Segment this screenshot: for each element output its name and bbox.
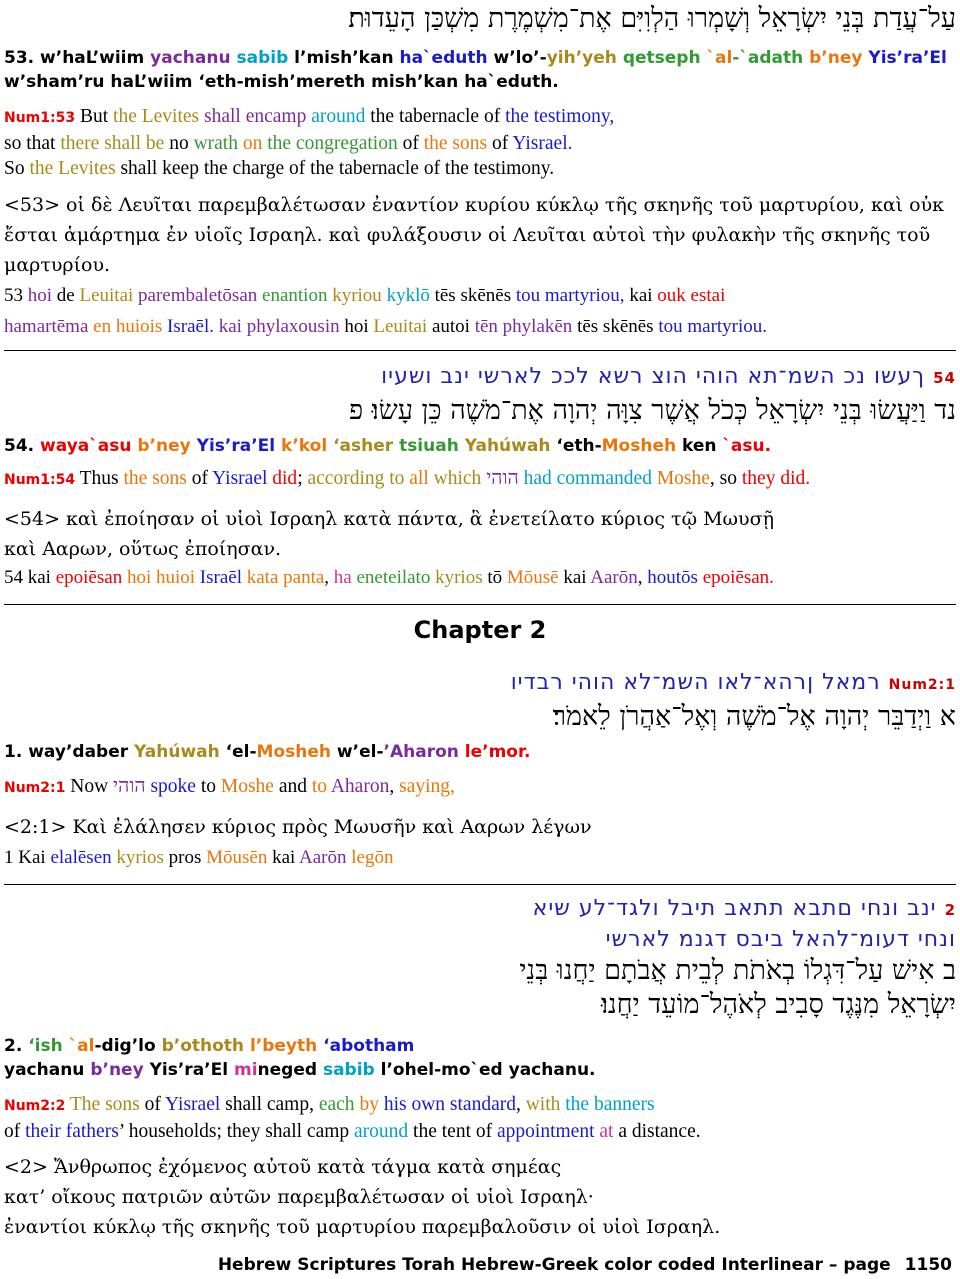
greek-v2-2-line2: κατ’ οἴκους πατριῶν αὐτῶν παρεμβαλέτωσαν οἱ υἱοὶ Ισραηλ·: [4, 1186, 594, 1208]
word-run: legōn: [351, 847, 394, 868]
english-v53: [4, 104, 956, 181]
word-run: there shall be: [60, 133, 170, 154]
word-run: l’mish’kan: [294, 48, 400, 68]
word-run: ,: [324, 567, 334, 588]
word-run: ’ households; they shall camp: [118, 1121, 355, 1142]
word-run: and: [278, 776, 312, 797]
word-run: 2.: [4, 1036, 29, 1056]
word-run: the sons: [123, 468, 192, 489]
word-run: -`adath: [732, 48, 810, 68]
greek-v53-line1: <53> οἱ δὲ Λευῖται παρεμβαλέτωσαν ἐναντίον κυρίου κύκλῳ τῆς σκηνῆς τοῦ μαρτυρίου, καὶ οὐκ: [4, 194, 945, 216]
word-run: epoiēsan.: [702, 567, 774, 588]
word-run: kai: [272, 847, 300, 868]
word-run: 54.: [4, 436, 41, 456]
paleo-hebrew-v2-1: [4, 668, 956, 700]
word-run: 54 kai: [4, 567, 56, 588]
word-run: ‘ish: [28, 1036, 69, 1056]
word-run: the Levites: [29, 158, 121, 179]
word-run: Yisrael: [212, 468, 273, 489]
paleo-v54-text: ךעשו נכ השמ־תא הוהי הוצ רשא לככ לארשי ינב ושעיו: [381, 364, 926, 389]
word-run: kyrios: [435, 567, 488, 588]
word-run: kyriou: [332, 285, 387, 306]
transliteration-v2-1: [4, 740, 956, 764]
word-run: b’ney: [137, 436, 197, 456]
english-v2-1-line: [65, 776, 455, 797]
greek-v2-2-line1: <2> Ἄνθρωπος ἐχόμενος αὐτοῦ κατὰ τάγμα κατὰ σημέας: [4, 1156, 562, 1178]
english-v2-2-line2: [4, 1119, 956, 1144]
word-run: Yisrael.: [512, 133, 573, 154]
greek-v2-2: [4, 1152, 956, 1242]
greek-v53: [4, 190, 956, 280]
word-run: Mosheh: [256, 742, 337, 762]
paleo-v2-2-line1: ינב ונחי םתבא תתאב תיבל ולגד־לע שיא: [532, 896, 937, 921]
word-run: הוהי: [486, 468, 524, 489]
word-run: shall encamp: [204, 106, 312, 127]
greek-v2-2-line3: ἐναντίοι κύκλῳ τῆς σκηνῆς τοῦ μαρτυρίου παρεμβαλοῦσιν οἱ υἱοὶ Ισραηλ.: [4, 1216, 721, 1238]
word-run: of: [191, 468, 213, 489]
word-run: autoi: [431, 316, 475, 337]
word-run: around: [354, 1121, 414, 1142]
word-run: Now: [65, 776, 114, 797]
word-run: eneteilato: [356, 567, 436, 588]
word-run: ,: [389, 776, 400, 797]
word-run: b’othoth: [161, 1036, 250, 1056]
word-run: no: [169, 133, 194, 154]
word-run: הוהי: [113, 776, 151, 797]
word-run: kai: [563, 567, 591, 588]
word-run: qetseph: [622, 48, 707, 68]
transliteration-v54: [4, 434, 956, 458]
word-run: huiois: [115, 316, 168, 337]
word-run: But: [75, 106, 114, 127]
word-run: Yis’ra’El: [149, 1060, 234, 1080]
word-run: hoi: [344, 316, 374, 337]
word-run: The sons: [69, 1094, 145, 1115]
verse-ref-num1-54: Num1:54: [4, 472, 76, 488]
word-run: kyklō: [386, 285, 435, 306]
word-run: elalēsen: [50, 847, 117, 868]
word-run: kai: [629, 285, 658, 306]
verse-number-54: 54: [933, 369, 956, 387]
greek-v53-line3: μαρτυρίου.: [4, 254, 111, 276]
word-run: Mōusē: [506, 567, 564, 588]
word-run: of: [491, 133, 513, 154]
word-run: `al: [706, 48, 733, 68]
word-run: Leuitai: [373, 316, 432, 337]
paleo-v2-2-line2: ונחי דעומ־להאל ביבס דגנמ לארשי: [605, 927, 956, 952]
word-run: their fathers: [25, 1121, 119, 1142]
greek-translit-v53-line1: [4, 280, 956, 311]
verse-ref-num2-1: Num2:1: [4, 780, 66, 796]
word-run: tou martyriou,: [515, 285, 630, 306]
hebrew-v54: נד וַיַּעֲשׂוּ בְּנֵי יִשְׂרָאֵל כְּכֹל אֲשֶׁר צִוָּה יְהוָה אֶת־מֹשֶׁה כֵּן עָשׂוּ׃ פ: [348, 395, 956, 426]
word-run: w’sham’ru haL’wiim ‘eth-mish’mereth mish’kan ha`eduth.: [4, 72, 559, 92]
word-run: appointment: [497, 1121, 600, 1142]
word-run: Aarōn: [590, 567, 638, 588]
word-run: Mosheh: [601, 436, 683, 456]
page-number: 1150: [904, 1255, 952, 1275]
word-run: of: [475, 1121, 497, 1142]
word-run: b’ney: [809, 48, 869, 68]
word-run: Moshe: [656, 468, 710, 489]
hebrew-v2-2: [4, 954, 956, 1022]
english-v53-line2: [4, 131, 956, 156]
word-run: the Levites: [113, 106, 204, 127]
paleo-v2-1-text: רמאל ןרהא־לאו השמ־לא הוהי רבדיו: [510, 670, 881, 695]
word-run: , so: [709, 468, 742, 489]
word-run: of: [144, 1094, 166, 1115]
word-run: at: [599, 1121, 619, 1142]
word-run: 1. way’daber: [4, 742, 135, 762]
word-run: his own standard: [383, 1094, 516, 1115]
word-run: of: [483, 106, 506, 127]
hebrew-v2-2-line2: יִשְׂרָאֵל מִנֶּגֶד סָבִיב לְאֹהֶל־מוֹעֵד יַחֲנוּ׃: [600, 989, 956, 1020]
word-run: sabib: [236, 48, 295, 68]
transliteration-v2-2: [4, 1034, 956, 1082]
word-run: yachanu: [4, 1060, 91, 1080]
word-run: epoiēsan: [55, 567, 127, 588]
word-run: Leuitai: [79, 285, 139, 306]
verse-ref-num1-53: Num1:53: [4, 110, 76, 126]
word-run: ‘abotham: [323, 1036, 415, 1056]
word-run: mi: [233, 1060, 258, 1080]
word-run: neged: [257, 1060, 323, 1080]
word-run: tēs skēnēs: [577, 316, 659, 337]
word-run: Israēl.: [167, 316, 219, 337]
word-run: Yis’ra’El: [868, 48, 947, 68]
word-run: they did.: [741, 468, 811, 489]
word-run: en: [93, 316, 116, 337]
word-run: `al: [68, 1036, 95, 1056]
verse-ref-num2-2: Num2:2: [4, 1098, 66, 1114]
word-run: the testimony,: [505, 106, 615, 127]
word-run: on: [242, 133, 268, 154]
word-run: of: [4, 1121, 26, 1142]
word-run: tēn phylakēn: [474, 316, 578, 337]
word-run: b’ney: [90, 1060, 150, 1080]
word-run: kata panta: [246, 567, 325, 588]
word-run: ken: [682, 436, 723, 456]
transliteration-v53-line2: [4, 70, 956, 94]
word-run: so that: [4, 133, 61, 154]
word-run: sabib: [322, 1060, 381, 1080]
word-run: houtōs: [647, 567, 703, 588]
word-run: the tent: [413, 1121, 476, 1142]
word-run: a distance.: [618, 1121, 701, 1142]
word-run: the banners: [565, 1094, 655, 1115]
word-run: ’Aharon: [383, 742, 465, 762]
transliteration-v2-2-line1: [4, 1034, 956, 1058]
word-run: ha: [333, 567, 357, 588]
english-v2-2: [4, 1092, 956, 1144]
word-run: by: [359, 1094, 384, 1115]
word-run: 1 Kai: [4, 847, 51, 868]
greek-translit-v54: [4, 562, 956, 593]
english-v53-line1: [75, 106, 614, 127]
greek-v54-line2: καὶ Ααρων, οὕτως ἐποίησαν.: [4, 538, 282, 560]
transliteration-v53: [4, 46, 956, 94]
word-run: w’el-: [336, 742, 384, 762]
divider: [4, 884, 956, 885]
word-run: had commanded: [523, 468, 657, 489]
word-run: did: [272, 468, 298, 489]
word-run: parembaletōsan: [138, 285, 263, 306]
word-run: ,: [637, 567, 648, 588]
word-run: 53. w’haL’wiim: [4, 48, 151, 68]
word-run: hoi huioi: [126, 567, 200, 588]
word-run: Mōusēn: [206, 847, 273, 868]
greek-v54-line1: <54> καὶ ἐποίησαν οἱ υἱοὶ Ισραηλ κατὰ πάντα, ἃ ἐνετείλατο κύριος τῷ Μωυσῇ: [4, 508, 774, 530]
greek-v54: [4, 504, 956, 564]
greek-translit-v53: [4, 280, 956, 342]
word-run: all: [409, 468, 434, 489]
hebrew-v2-2-line1: ב אִישׁ עַל־דִּגְלוֹ בְאֹתֹת לְבֵית אֲבֹתָם יַחֲנוּ בְּנֵי: [519, 955, 956, 986]
word-run: enantion: [262, 285, 333, 306]
word-run: `asu.: [722, 436, 772, 456]
word-run: ‘asher: [333, 436, 400, 456]
word-run: which: [433, 468, 487, 489]
english-v54-line: [75, 468, 810, 489]
word-run: shall camp,: [225, 1094, 319, 1115]
word-run: l’beyth: [249, 1036, 324, 1056]
word-run: each: [318, 1094, 360, 1115]
word-run: ouk estai: [657, 285, 726, 306]
word-run: So: [4, 158, 30, 179]
word-run: yachanu: [150, 48, 237, 68]
english-v54: [4, 466, 956, 493]
paleo-hebrew-v2-2: [4, 894, 956, 955]
english-v2-2-line1: [65, 1094, 654, 1115]
greek-v53-line2: ἔσται ἁμάρτημα ἐν υἱοῖς Ισραηλ. καὶ φυλάξουσιν οἱ Λευῖται αὐτοὶ τὴν φυλακὴν τῆς σκηνῆς τοῦ: [4, 224, 931, 246]
english-v53-line3: [4, 156, 956, 181]
greek-v2-1: <2:1> Καὶ ἐλάλησεν κύριος πρὸς Μωυσῆν καὶ Ααρων λέγων: [4, 816, 592, 838]
word-run: tsiuah: [399, 436, 465, 456]
word-run: Yahúwah: [134, 742, 226, 762]
word-run: yih’yeh: [546, 48, 623, 68]
word-run: Thus: [75, 468, 124, 489]
word-run: spoke: [150, 776, 201, 797]
word-run: tō: [487, 567, 507, 588]
word-run: Yisrael: [165, 1094, 226, 1115]
word-run: ;: [297, 468, 308, 489]
english-v2-1: [4, 774, 956, 801]
word-run: tou martyriou.: [658, 316, 768, 337]
hebrew-v2-1: א וַיְדַבֵּר יְהוָה אֶל־מֹשֶׁה וְאֶל־אַהֲרֹן לֵאמֹר׃: [552, 701, 956, 732]
greek-translit-v2-1: [4, 842, 956, 873]
word-run: -dig’lo: [94, 1036, 162, 1056]
footer-title: Hebrew Scriptures Torah Hebrew-Greek color coded Interlinear – page: [217, 1255, 891, 1275]
divider: [4, 604, 956, 605]
verse-number-2: 2: [944, 901, 956, 919]
word-run: around: [311, 106, 371, 127]
word-run: waya`asu: [40, 436, 138, 456]
word-run: Aharon: [330, 776, 390, 797]
word-run: Moshe: [220, 776, 279, 797]
word-run: the sons: [423, 133, 492, 154]
word-run: to: [311, 776, 331, 797]
transliteration-v2-2-line2: [4, 1058, 956, 1082]
greek-translit-v53-line2: [4, 311, 956, 342]
word-run: l’ohel-mo`ed yachanu.: [380, 1060, 596, 1080]
word-run: shall keep the charge of the tabernacle of the testimony.: [120, 158, 555, 179]
word-run: ‘el-: [225, 742, 257, 762]
word-run: the tabernacle: [370, 106, 484, 127]
word-run: le’mor.: [464, 742, 531, 762]
word-run: to: [200, 776, 221, 797]
word-run: with: [525, 1094, 566, 1115]
word-run: according to: [307, 468, 410, 489]
word-run: k’kol: [281, 436, 334, 456]
word-run: saying,: [399, 776, 455, 797]
page-footer: [218, 1255, 952, 1275]
word-run: wrath: [193, 133, 243, 154]
chapter-title: Chapter 2: [413, 616, 547, 644]
word-run: of: [402, 133, 424, 154]
word-run: hoi: [27, 285, 57, 306]
word-run: de: [56, 285, 80, 306]
word-run: the congregation: [267, 133, 403, 154]
divider: [4, 350, 956, 351]
paleo-hebrew-v54: [4, 362, 956, 393]
word-run: ,: [515, 1094, 526, 1115]
hebrew-v53-tail: עַל־עֲדַת בְּנֵי יִשְׂרָאֵל וְשָׁמְרוּ הַלְוִיִּם אֶת־מִשְׁמֶרֶת מִשְׁכַּן הָעֵדוּת׃: [348, 3, 956, 34]
word-run: tēs skēnēs: [434, 285, 516, 306]
word-run: kyrios: [116, 847, 169, 868]
word-run: hamartēma: [4, 316, 94, 337]
word-run: pros: [168, 847, 207, 868]
word-run: 53: [4, 285, 28, 306]
verse-ref-num2-1-paleo: Num2:1: [888, 677, 956, 693]
word-run: Aarōn: [299, 847, 352, 868]
word-run: ‘eth-: [556, 436, 602, 456]
word-run: w’lo’-: [493, 48, 547, 68]
word-run: Israēl: [199, 567, 247, 588]
transliteration-v53-line1: [4, 46, 956, 70]
word-run: ha`eduth: [399, 48, 494, 68]
word-run: Yis’ra’El: [196, 436, 282, 456]
word-run: Yahúwah: [464, 436, 557, 456]
word-run: kai phylaxousin: [218, 316, 345, 337]
